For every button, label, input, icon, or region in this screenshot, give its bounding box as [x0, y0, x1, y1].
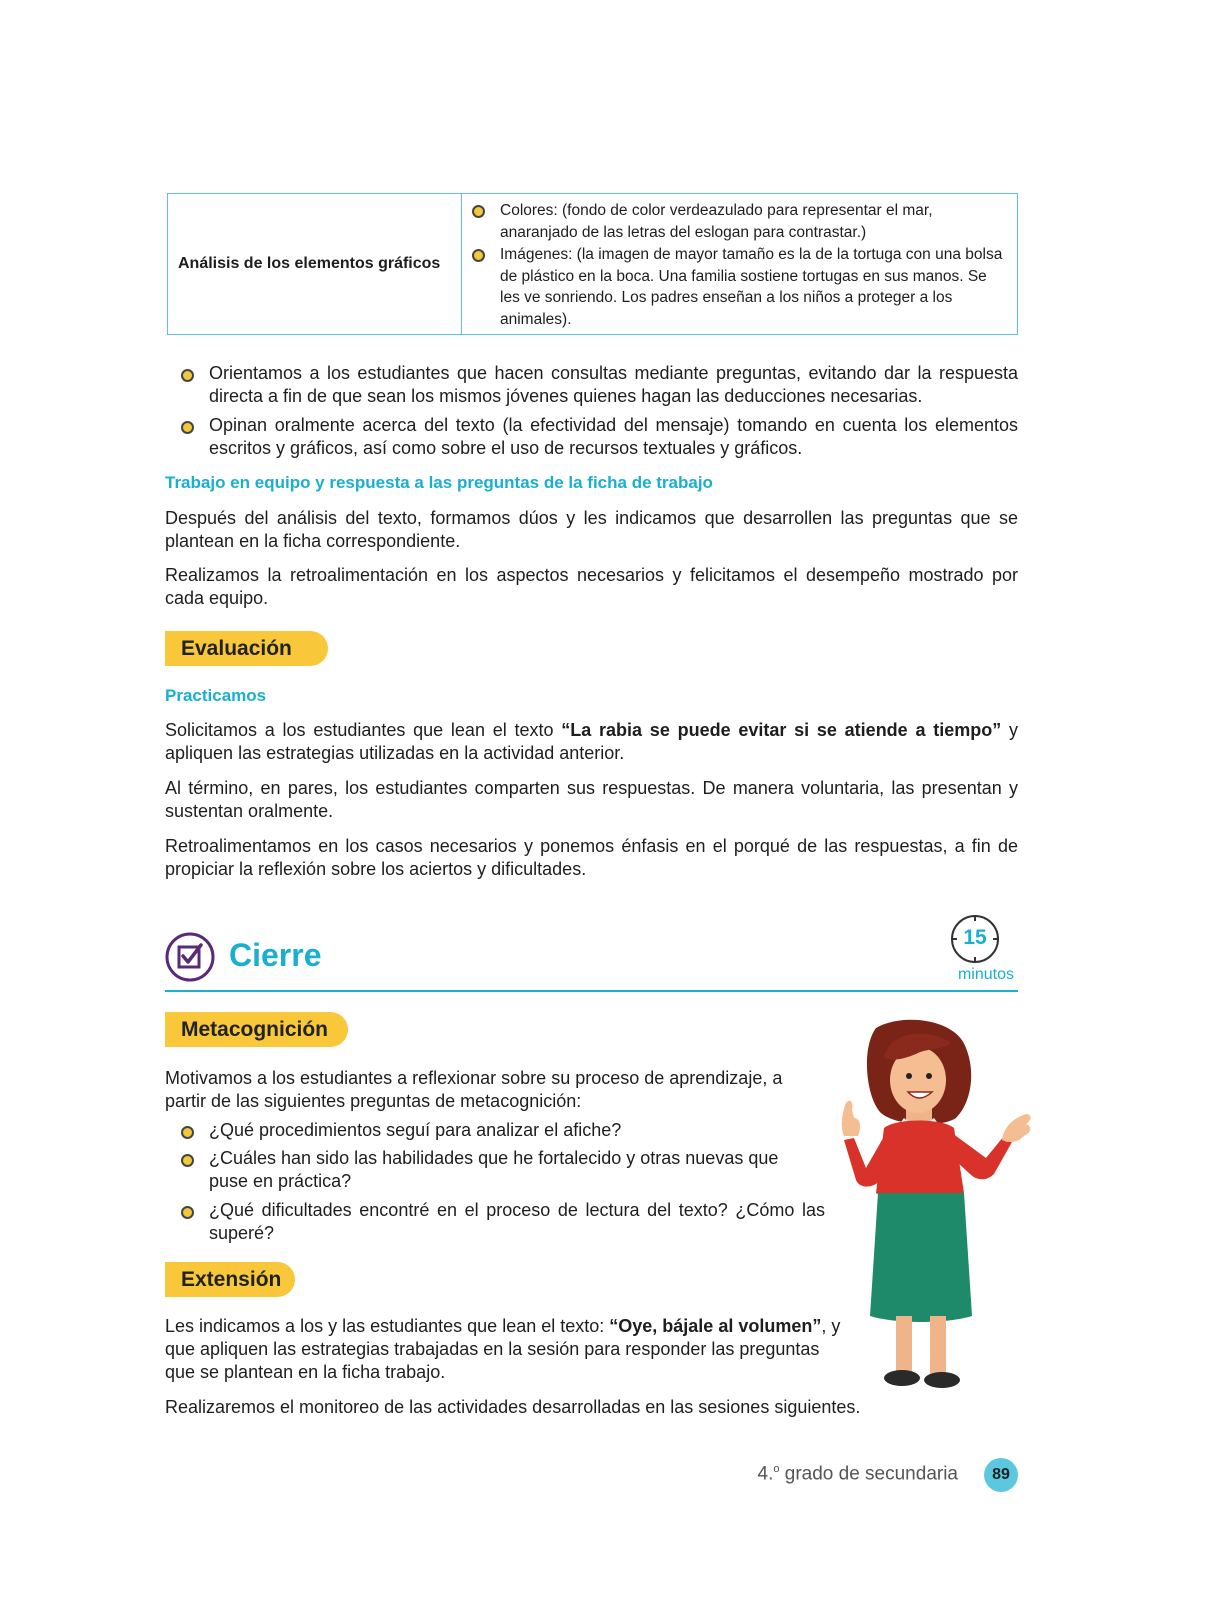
practicamos-heading: Practicamos — [165, 686, 267, 705]
table-label-cell — [168, 194, 462, 335]
table-list-item: Imágenes: (la imagen de mayor tamaño es la de la tortuga con una bolsa de plástico en la boca. Una familia sostiene tortugas en sus manos. Se les ve sonriendo. Los padres enseñan a los niños a proteger a los animales). — [462, 244, 1007, 330]
cierre-title: Cierre — [229, 937, 322, 973]
footer-grade: 4.$^o$ grado de secundaria — [757, 1463, 958, 1485]
question-item: ¿Qué procedimientos seguí para analizar el afiche? — [209, 1119, 809, 1142]
bullet-paragraph: Opinan oralmente acerca del texto (la efectividad del mensaje) tomando en cuenta los elementos escritos y gráficos, así como sobre el uso de recursos textuales y gráficos. — [209, 414, 1018, 460]
table-content-cell — [462, 194, 1018, 335]
evaluacion-paragraph: Solicitamos a los estudiantes que lean el texto “La rabia se puede evitar si se atiende a tiempo” y apliquen las estrategias utilizadas en la actividad anterior. — [165, 720, 1018, 763]
reading-title: “La rabia se puede evitar si se atiende a tiempo” — [561, 720, 1002, 740]
bullet-icon — [181, 1154, 194, 1167]
time-unit: minutos — [957, 966, 1014, 983]
extension-label: Extensión — [165, 1262, 295, 1297]
question-item: ¿Qué dificultades encontré en el proceso de lectura del texto? ¿Cómo las superé? — [209, 1199, 825, 1245]
evaluacion-paragraph: Al término, en pares, los estudiantes comparten sus respuestas. De manera voluntaria, las presentan y sustentan oralmente. — [165, 778, 1018, 821]
extension-paragraph: Les indicamos a los y las estudiantes que lean el texto: “Oye, bájale al volumen”, y que apliquen las estrategias trabajadas en la sesión para responder las preguntas que se plantean en la ficha trabajo. — [165, 1316, 841, 1382]
question-item: ¿Cuáles han sido las habilidades que he fortalecido y otras nuevas que puse en práctica? — [209, 1147, 815, 1193]
cierre-divider — [165, 990, 1018, 992]
teacher-illustration — [826, 1018, 1036, 1396]
evaluacion-label: Evaluación — [165, 631, 328, 666]
bullet-icon — [181, 369, 194, 382]
checkbox-icon — [165, 932, 215, 982]
table-label: Análisis de los elementos gráficos — [178, 255, 441, 272]
reading-title: “Oye, bájale al volumen” — [609, 1316, 822, 1336]
bullet-paragraph: Orientamos a los estudiantes que hacen consultas mediante preguntas, evitando dar la respuesta directa a fin de que sean los mismos jóvenes quienes hagan las deducciones necesarias. — [209, 362, 1018, 408]
bullet-icon — [472, 205, 485, 218]
table-list-item: Colores: (fondo de color verdeazulado para representar el mar, anaranjado de las letras del eslogan para contrastar.) — [462, 200, 1007, 243]
teamwork-heading: Trabajo en equipo y respuesta a las preguntas de la ficha de trabajo — [165, 473, 713, 492]
extension-paragraph: Realizaremos el monitoreo de las actividades desarrolladas en las sesiones siguientes. — [165, 1397, 861, 1417]
analysis-table — [167, 193, 1018, 335]
time-value: 15 — [963, 926, 987, 949]
evaluacion-paragraph: Retroalimentamos en los casos necesarios y ponemos énfasis en el porqué de las respuestas, a fin de propiciar la reflexión sobre los aciertos y dificultades. — [165, 836, 1018, 879]
metacognicion-intro: Motivamos a los estudiantes a reflexionar sobre su proceso de aprendizaje, a partir de las siguientes preguntas de metacognición: — [165, 1068, 783, 1111]
metacognicion-label: Metacognición — [165, 1012, 348, 1047]
bullet-icon — [181, 1206, 194, 1219]
page-number: 89 — [984, 1458, 1018, 1492]
teamwork-paragraph: Realizamos la retroalimentación en los aspectos necesarios y felicitamos el desempeño mostrado por cada equipo. — [165, 565, 1018, 608]
bullet-icon — [181, 421, 194, 434]
bullet-icon — [472, 249, 485, 262]
bullet-icon — [181, 1126, 194, 1139]
teamwork-paragraph: Después del análisis del texto, formamos dúos y les indicamos que desarrollen las preguntas que se plantean en la ficha correspondiente. — [165, 508, 1018, 551]
